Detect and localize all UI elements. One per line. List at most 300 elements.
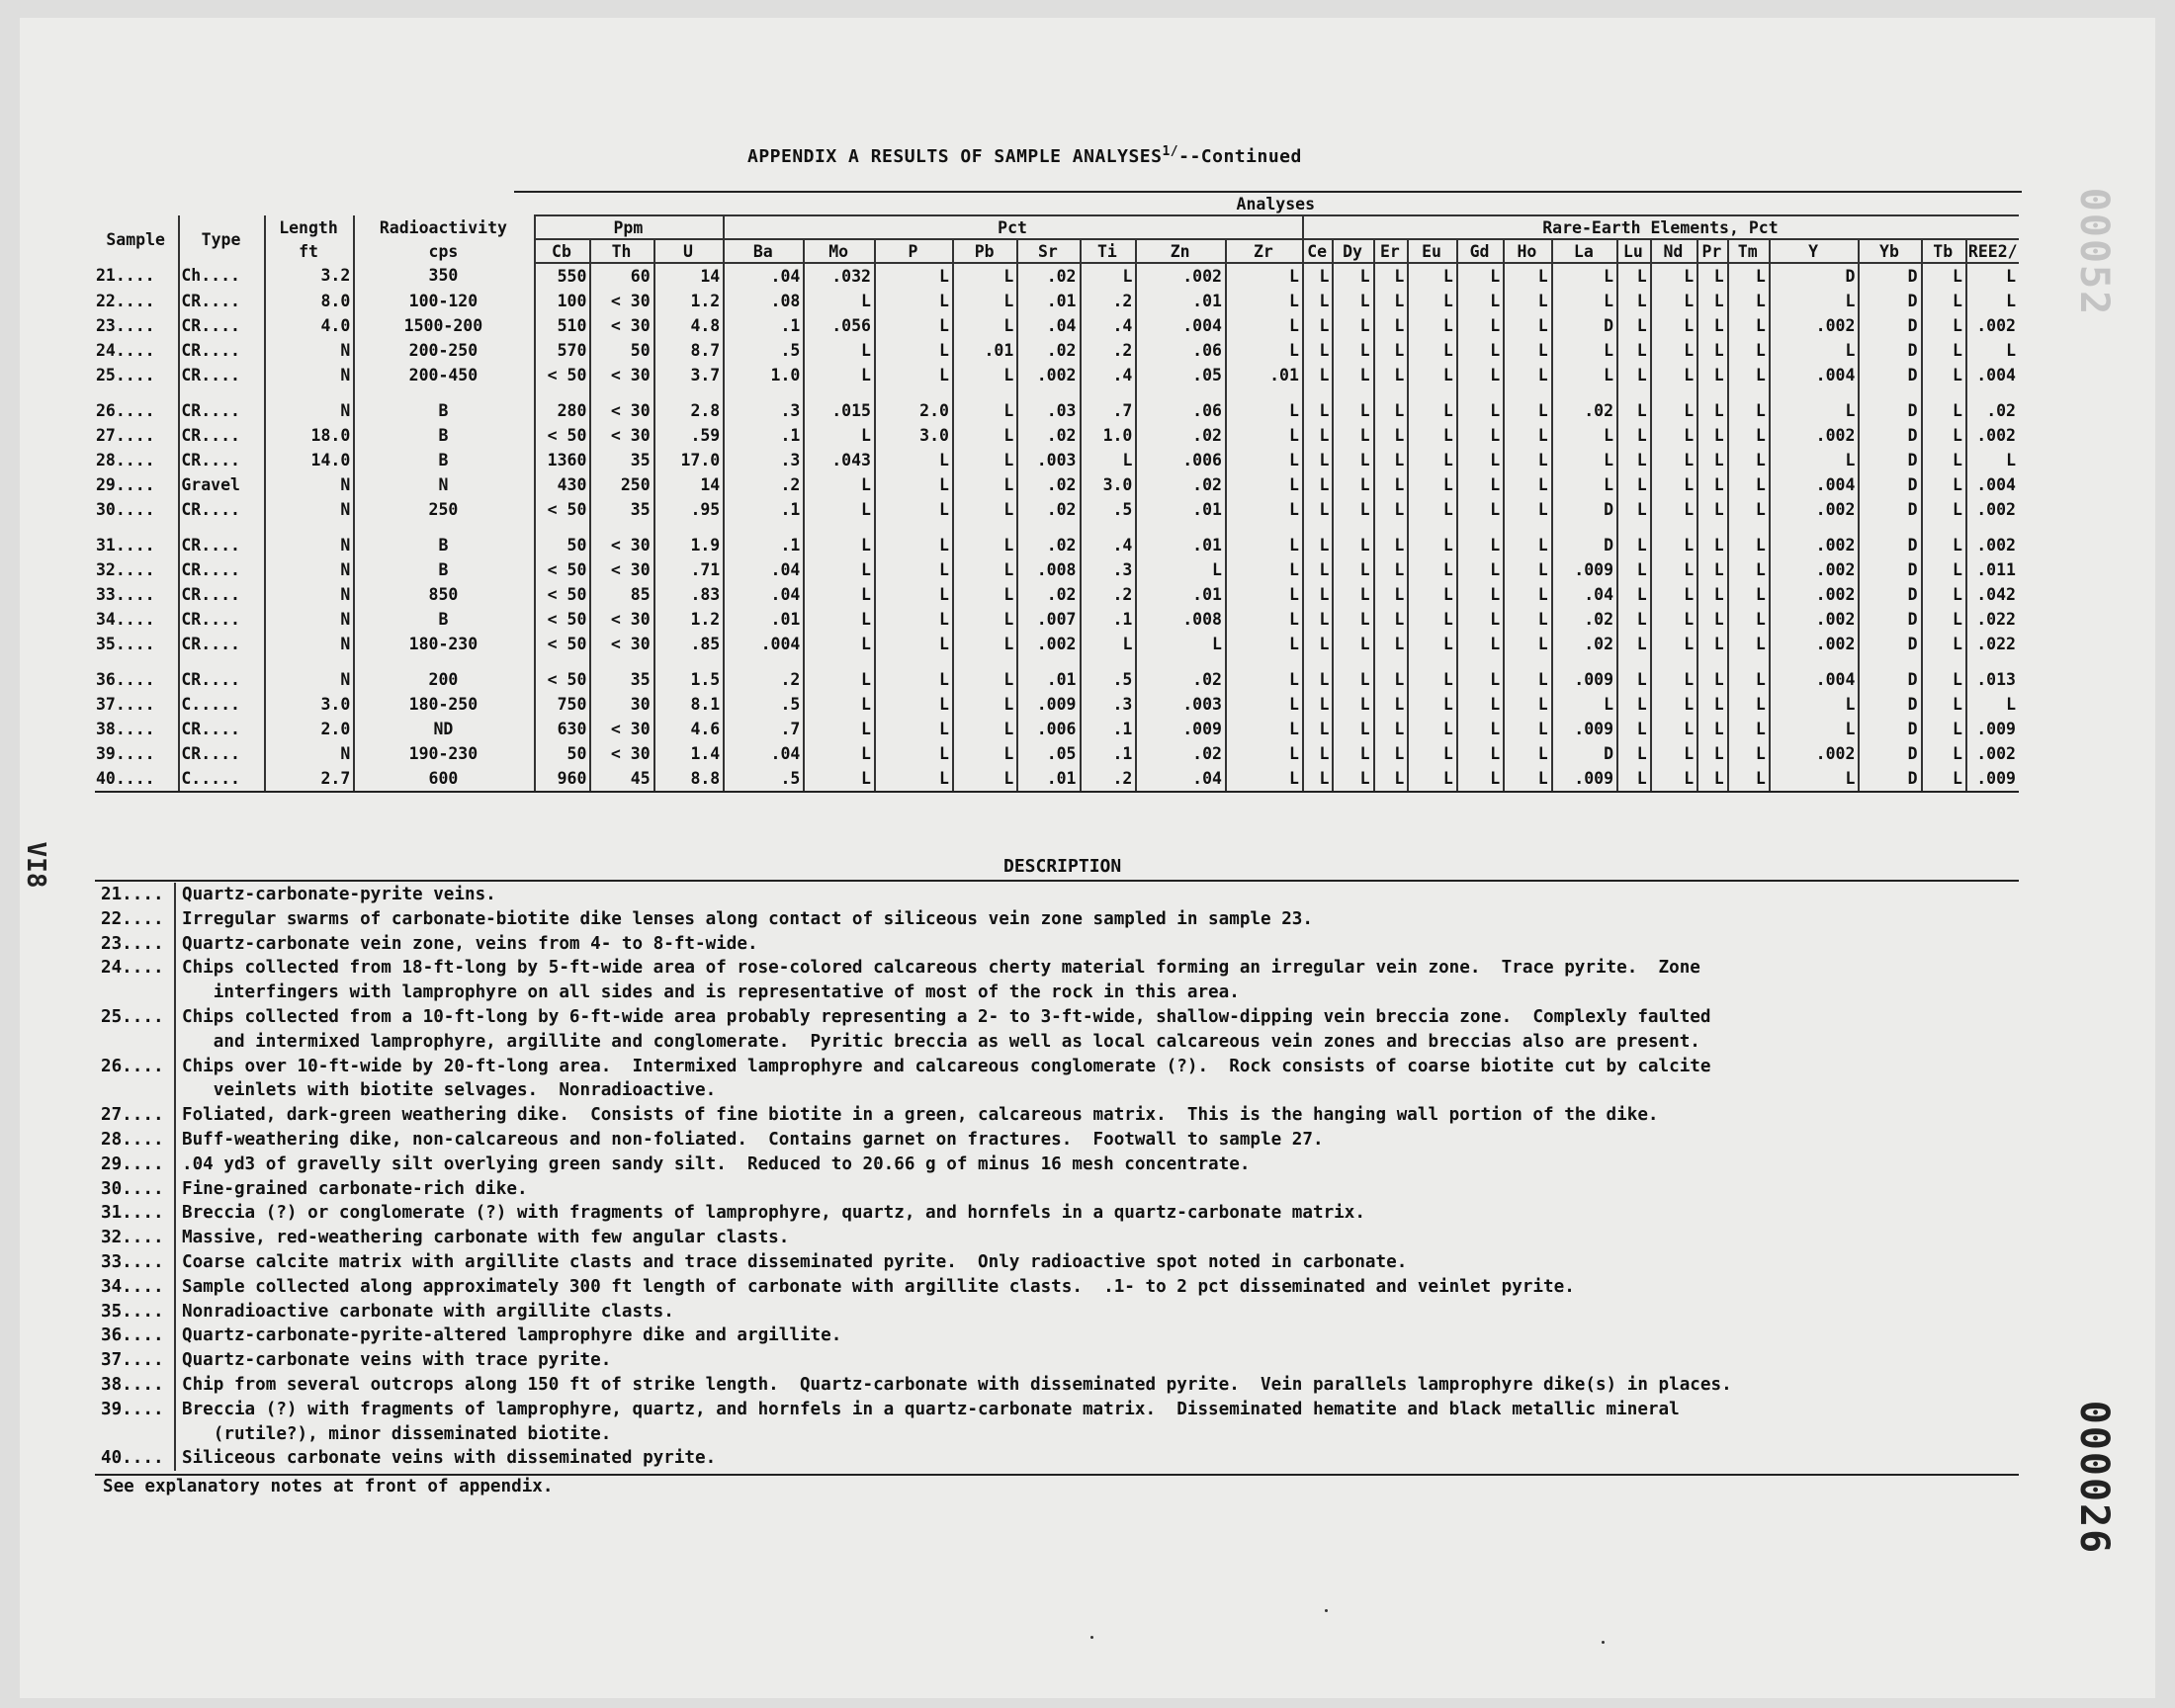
cell-zn: .004 xyxy=(1136,313,1226,338)
description-sample-number: 39.... xyxy=(101,1399,164,1419)
cell-pb: L xyxy=(953,741,1017,766)
cell-sample: 31.... xyxy=(95,533,179,557)
title-main: APPENDIX A RESULTS OF SAMPLE ANALYSES xyxy=(747,146,1163,167)
cell-dy: L xyxy=(1333,557,1373,582)
cell-mo: L xyxy=(804,717,875,741)
cell-nd: L xyxy=(1651,363,1697,387)
table-row xyxy=(95,533,2019,557)
cell-tm: L xyxy=(1728,313,1770,338)
cell-pb: L xyxy=(953,766,1017,792)
cell-zr: L xyxy=(1226,398,1303,423)
cell-mo: L xyxy=(804,667,875,692)
cell-zn: .04 xyxy=(1136,766,1226,792)
cell-ba: .004 xyxy=(724,632,804,656)
cell-tb: L xyxy=(1922,632,1966,656)
cell-lu: L xyxy=(1617,263,1651,289)
cell-mo: L xyxy=(804,557,875,582)
cell-nd: L xyxy=(1651,313,1697,338)
cell-p: L xyxy=(875,607,953,632)
cell-ree2: L xyxy=(2006,450,2016,470)
spacer-cell xyxy=(95,387,179,398)
cell-pr: L xyxy=(1697,607,1728,632)
description-top-rule xyxy=(95,880,2019,882)
cell-mo: .015 xyxy=(804,398,875,423)
cell-length: 8.0 xyxy=(265,289,355,313)
spacer-cell xyxy=(1136,656,1226,667)
spacer-cell xyxy=(1081,656,1137,667)
spacer-cell xyxy=(1303,656,1334,667)
cell-er: L xyxy=(1374,766,1409,792)
cell-ba: .5 xyxy=(724,338,804,363)
table-row xyxy=(95,448,2019,472)
cell-mo: .043 xyxy=(804,448,875,472)
cell-ree2: .004 xyxy=(1976,365,2016,384)
cell-nd: L xyxy=(1651,472,1697,497)
col-header-ree2: REE2/ xyxy=(1966,239,2019,263)
cell-pb: .01 xyxy=(953,338,1017,363)
spacer-cell xyxy=(1552,522,1617,533)
cell-ce: L xyxy=(1303,766,1334,792)
col-header-la: La xyxy=(1552,239,1617,263)
description-sample-number: 38.... xyxy=(101,1374,164,1395)
cell-cb: < 50 xyxy=(535,667,591,692)
cell-u: .59 xyxy=(654,423,725,448)
description-line xyxy=(101,1348,2039,1373)
cell-ree2: .022 xyxy=(1976,609,2016,629)
cell-nd: L xyxy=(1651,497,1697,522)
cell-pr: L xyxy=(1697,533,1728,557)
cell-zn: .02 xyxy=(1136,667,1226,692)
spacer-cell xyxy=(1859,522,1921,533)
cell-u: 1.5 xyxy=(654,667,725,692)
description-line xyxy=(101,1153,2039,1177)
spacer-cell xyxy=(179,656,264,667)
cell-zr: .01 xyxy=(1226,363,1303,387)
spacer-cell xyxy=(654,656,725,667)
cell-ho: L xyxy=(1504,313,1551,338)
cell-radioactivity: N xyxy=(354,472,534,497)
cell-sample: 34.... xyxy=(95,607,179,632)
cell-th: < 30 xyxy=(590,398,653,423)
cell-ho: L xyxy=(1504,632,1551,656)
spacer-cell xyxy=(590,522,653,533)
spacer-cell xyxy=(1770,522,1860,533)
cell-mo: .056 xyxy=(804,313,875,338)
scan-speck xyxy=(1325,1609,1328,1612)
cell-dy: L xyxy=(1333,338,1373,363)
cell-nd: L xyxy=(1651,398,1697,423)
cell-y: L xyxy=(1770,692,1860,717)
description-line xyxy=(101,1177,2039,1202)
description-line xyxy=(101,1226,2039,1250)
cell-zn: .02 xyxy=(1136,741,1226,766)
description-text: Quartz-carbonate-pyrite-altered lamprophyre dike and argillite. xyxy=(174,1324,2039,1348)
cell-tb: L xyxy=(1922,557,1966,582)
cell-pr: L xyxy=(1697,557,1728,582)
description-text: Breccia (?) or conglomerate (?) with fragments of lamprophyre, quartz, and hornfels in a quartz-carbonate matrix. xyxy=(174,1201,2039,1226)
cell-sample: 37.... xyxy=(95,692,179,717)
cell-th: < 30 xyxy=(590,741,653,766)
cell-ree2: .02 xyxy=(1986,400,2016,420)
description-sample-number: 23.... xyxy=(101,933,164,954)
cell-ce: L xyxy=(1303,497,1334,522)
cell-u: 1.2 xyxy=(654,607,725,632)
col-header-eu: Eu xyxy=(1408,239,1457,263)
cell-gd: L xyxy=(1457,692,1504,717)
cell-la: L xyxy=(1552,423,1617,448)
cell-er: L xyxy=(1374,692,1409,717)
description-sample-number: 31.... xyxy=(101,1203,164,1224)
spacer-cell xyxy=(875,387,953,398)
cell-zr: L xyxy=(1226,692,1303,717)
cell-dy: L xyxy=(1333,607,1373,632)
cell-zn: .008 xyxy=(1136,607,1226,632)
cell-type: CR.... xyxy=(179,741,264,766)
cell-pr: L xyxy=(1697,497,1728,522)
cell-pr: L xyxy=(1697,472,1728,497)
cell-er: L xyxy=(1374,448,1409,472)
cell-type: CR.... xyxy=(179,338,264,363)
cell-tm: L xyxy=(1728,741,1770,766)
cell-sr: .002 xyxy=(1017,632,1080,656)
cell-radioactivity: 200 xyxy=(354,667,534,692)
cell-ce: L xyxy=(1303,717,1334,741)
cell-sr: .02 xyxy=(1017,263,1080,289)
cell-la: .02 xyxy=(1552,607,1617,632)
cell-eu: L xyxy=(1408,338,1457,363)
cell-type: Gravel xyxy=(179,472,264,497)
description-sample-number: 30.... xyxy=(101,1178,164,1199)
table-top-rule xyxy=(514,191,2022,193)
description-sample-number: 26.... xyxy=(101,1056,164,1076)
cell-tb: L xyxy=(1922,313,1966,338)
cell-type: CR.... xyxy=(179,557,264,582)
table-row xyxy=(95,582,2019,607)
cell-cb: < 50 xyxy=(535,582,591,607)
cell-ce: L xyxy=(1303,533,1334,557)
table-row xyxy=(95,741,2019,766)
cell-sr: .007 xyxy=(1017,607,1080,632)
cell-cb: 550 xyxy=(535,263,591,289)
spacer-cell xyxy=(1697,387,1728,398)
cell-radioactivity: 200-450 xyxy=(354,363,534,387)
col-header-yb: Yb xyxy=(1859,239,1921,263)
cell-u: 8.8 xyxy=(654,766,725,792)
cell-mo: L xyxy=(804,472,875,497)
cell-radioactivity: 100-120 xyxy=(354,289,534,313)
cell-ba: .5 xyxy=(724,692,804,717)
cell-ree2: .002 xyxy=(1976,535,2016,555)
cell-th: 35 xyxy=(590,667,653,692)
cell-th: 50 xyxy=(590,338,653,363)
cell-type: C..... xyxy=(179,766,264,792)
cell-tb: L xyxy=(1922,667,1966,692)
description-heading: DESCRIPTION xyxy=(1003,856,1122,877)
cell-ho: L xyxy=(1504,717,1551,741)
cell-ti: .2 xyxy=(1081,338,1137,363)
cell-nd: L xyxy=(1651,667,1697,692)
cell-la: .009 xyxy=(1552,667,1617,692)
cell-er: L xyxy=(1374,741,1409,766)
cell-type: CR.... xyxy=(179,582,264,607)
cell-eu: L xyxy=(1408,497,1457,522)
cell-ce: L xyxy=(1303,289,1334,313)
cell-er: L xyxy=(1374,313,1409,338)
cell-zr: L xyxy=(1226,533,1303,557)
spacer-cell xyxy=(1728,522,1770,533)
cell-mo: L xyxy=(804,533,875,557)
cell-lu: L xyxy=(1617,667,1651,692)
cell-er: L xyxy=(1374,263,1409,289)
cell-ba: .3 xyxy=(724,398,804,423)
cell-eu: L xyxy=(1408,423,1457,448)
cell-y: .002 xyxy=(1770,607,1860,632)
cell-er: L xyxy=(1374,472,1409,497)
cell-yb: D xyxy=(1859,766,1921,792)
cell-zr: L xyxy=(1226,557,1303,582)
cell-th: 35 xyxy=(590,448,653,472)
cell-length: 18.0 xyxy=(265,423,355,448)
cell-lu: L xyxy=(1617,692,1651,717)
cell-eu: L xyxy=(1408,632,1457,656)
cell-tb: L xyxy=(1922,472,1966,497)
spacer-cell xyxy=(953,522,1017,533)
description-sample-number: 29.... xyxy=(101,1153,164,1174)
cell-la: L xyxy=(1552,363,1617,387)
cell-ti: 3.0 xyxy=(1081,472,1137,497)
cell-type: CR.... xyxy=(179,533,264,557)
cell-tm: L xyxy=(1728,692,1770,717)
table-row xyxy=(95,766,2019,792)
cell-ba: .2 xyxy=(724,667,804,692)
cell-pb: L xyxy=(953,607,1017,632)
spacer-cell xyxy=(1966,522,2019,533)
cell-tm: L xyxy=(1728,717,1770,741)
page-title xyxy=(747,144,1302,167)
cell-ho: L xyxy=(1504,472,1551,497)
table-row xyxy=(95,423,2019,448)
description-sample-number xyxy=(101,981,174,1005)
cell-gd: L xyxy=(1457,398,1504,423)
cell-radioactivity: 250 xyxy=(354,497,534,522)
cell-y: L xyxy=(1770,338,1860,363)
cell-sr: .003 xyxy=(1017,448,1080,472)
cell-er: L xyxy=(1374,557,1409,582)
cell-yb: D xyxy=(1859,338,1921,363)
spacer-cell xyxy=(1966,656,2019,667)
ree-header: Rare-Earth Elements, Pct xyxy=(1303,215,2019,239)
description-text: veinlets with biotite selvages. Nonradioactive. xyxy=(174,1078,2039,1103)
cell-dy: L xyxy=(1333,741,1373,766)
cell-lu: L xyxy=(1617,497,1651,522)
cell-ho: L xyxy=(1504,423,1551,448)
description-line xyxy=(101,1300,2039,1324)
cell-ce: L xyxy=(1303,692,1334,717)
cell-sample: 27.... xyxy=(95,423,179,448)
cell-th: < 30 xyxy=(590,533,653,557)
cell-p: L xyxy=(875,448,953,472)
cell-tb: L xyxy=(1922,717,1966,741)
cell-th: 45 xyxy=(590,766,653,792)
cell-cb: 630 xyxy=(535,717,591,741)
cell-sample: 23.... xyxy=(95,313,179,338)
cell-tb: L xyxy=(1922,398,1966,423)
col-header-sr: Sr xyxy=(1017,239,1080,263)
cell-pb: L xyxy=(953,363,1017,387)
cell-ree2: L xyxy=(2006,291,2016,310)
cell-pb: L xyxy=(953,263,1017,289)
cell-tm: L xyxy=(1728,582,1770,607)
cell-eu: L xyxy=(1408,717,1457,741)
cell-pb: L xyxy=(953,497,1017,522)
cell-sr: .009 xyxy=(1017,692,1080,717)
col-header-cb: Cb xyxy=(535,239,591,263)
col-header-nd: Nd xyxy=(1651,239,1697,263)
cell-th: < 30 xyxy=(590,717,653,741)
radioactivity-header: Radioactivity xyxy=(354,215,534,239)
cell-eu: L xyxy=(1408,313,1457,338)
cell-cb: 50 xyxy=(535,533,591,557)
cell-zn: .01 xyxy=(1136,289,1226,313)
col-header-zr: Zr xyxy=(1226,239,1303,263)
cell-ree2: L xyxy=(2006,694,2016,714)
cell-radioactivity: B xyxy=(354,448,534,472)
spacer-cell xyxy=(953,387,1017,398)
cell-p: L xyxy=(875,632,953,656)
cell-sr: .02 xyxy=(1017,582,1080,607)
cell-u: .85 xyxy=(654,632,725,656)
cell-gd: L xyxy=(1457,667,1504,692)
col-header-ce: Ce xyxy=(1303,239,1334,263)
cell-type: CR.... xyxy=(179,717,264,741)
cell-dy: L xyxy=(1333,289,1373,313)
cell-th: < 30 xyxy=(590,632,653,656)
cell-p: 2.0 xyxy=(875,398,953,423)
cell-p: L xyxy=(875,313,953,338)
cell-la: .009 xyxy=(1552,557,1617,582)
cell-nd: L xyxy=(1651,741,1697,766)
col-header-pb: Pb xyxy=(953,239,1017,263)
cell-length: N xyxy=(265,533,355,557)
cell-gd: L xyxy=(1457,582,1504,607)
cell-yb: D xyxy=(1859,741,1921,766)
cell-tb: L xyxy=(1922,363,1966,387)
cell-tm: L xyxy=(1728,263,1770,289)
cell-y: .002 xyxy=(1770,582,1860,607)
cell-u: 3.7 xyxy=(654,363,725,387)
cell-type: CR.... xyxy=(179,607,264,632)
description-line xyxy=(101,1275,2039,1300)
cell-zr: L xyxy=(1226,423,1303,448)
cell-sample: 25.... xyxy=(95,363,179,387)
cell-pb: L xyxy=(953,313,1017,338)
cell-gd: L xyxy=(1457,448,1504,472)
cell-mo: L xyxy=(804,289,875,313)
cell-eu: L xyxy=(1408,533,1457,557)
spacer-cell xyxy=(1859,387,1921,398)
cell-eu: L xyxy=(1408,667,1457,692)
cell-th: 85 xyxy=(590,582,653,607)
spacer-cell xyxy=(1374,387,1409,398)
spacer-cell xyxy=(875,656,953,667)
cell-nd: L xyxy=(1651,448,1697,472)
spacer-cell xyxy=(354,656,534,667)
col-header-gd: Gd xyxy=(1457,239,1504,263)
cell-gd: L xyxy=(1457,533,1504,557)
cell-yb: D xyxy=(1859,497,1921,522)
cell-eu: L xyxy=(1408,263,1457,289)
cell-pb: L xyxy=(953,557,1017,582)
cell-dy: L xyxy=(1333,533,1373,557)
cell-u: .71 xyxy=(654,557,725,582)
cell-cb: 1360 xyxy=(535,448,591,472)
spacer-cell xyxy=(1457,656,1504,667)
cell-ce: L xyxy=(1303,398,1334,423)
cell-radioactivity: 350 xyxy=(354,263,534,289)
spacer-cell xyxy=(1226,387,1303,398)
spacer-cell xyxy=(1617,656,1651,667)
description-line xyxy=(101,883,2039,907)
length-unit: ft xyxy=(265,239,355,263)
description-sample-number: 22.... xyxy=(101,908,164,929)
cell-ba: .04 xyxy=(724,557,804,582)
description-text: Sample collected along approximately 300 ft length of carbonate with argillite clasts. .1- to 2 pct disseminated and veinlet pyrite. xyxy=(174,1275,2039,1300)
cell-tm: L xyxy=(1728,423,1770,448)
cell-pr: L xyxy=(1697,632,1728,656)
col-header-mo: Mo xyxy=(804,239,875,263)
cell-ce: L xyxy=(1303,363,1334,387)
spacer-cell xyxy=(535,387,591,398)
cell-ti: .4 xyxy=(1081,533,1137,557)
cell-zr: L xyxy=(1226,448,1303,472)
spacer-cell xyxy=(1617,522,1651,533)
cell-sample: 32.... xyxy=(95,557,179,582)
cell-cb: 280 xyxy=(535,398,591,423)
description-sample-number: 32.... xyxy=(101,1228,164,1248)
cell-pb: L xyxy=(953,632,1017,656)
cell-p: L xyxy=(875,766,953,792)
cell-ce: L xyxy=(1303,607,1334,632)
analysis-rows xyxy=(95,263,2019,792)
cell-sr: .01 xyxy=(1017,766,1080,792)
cell-zr: L xyxy=(1226,263,1303,289)
cell-sr: .02 xyxy=(1017,472,1080,497)
cell-gd: L xyxy=(1457,741,1504,766)
cell-tb: L xyxy=(1922,582,1966,607)
cell-zr: L xyxy=(1226,607,1303,632)
cell-tb: L xyxy=(1922,741,1966,766)
cell-dy: L xyxy=(1333,582,1373,607)
cell-yb: D xyxy=(1859,582,1921,607)
cell-sr: .006 xyxy=(1017,717,1080,741)
cell-cb: < 50 xyxy=(535,363,591,387)
spacer-cell xyxy=(1408,522,1457,533)
cell-radioactivity: B xyxy=(354,607,534,632)
cell-dy: L xyxy=(1333,263,1373,289)
spacer-cell xyxy=(804,522,875,533)
cell-pr: L xyxy=(1697,363,1728,387)
cell-pr: L xyxy=(1697,582,1728,607)
sample-header: Sample xyxy=(95,215,179,263)
cell-dy: L xyxy=(1333,423,1373,448)
cell-zr: L xyxy=(1226,667,1303,692)
cell-ti: .7 xyxy=(1081,398,1137,423)
cell-ree2: .002 xyxy=(1976,425,2016,445)
cell-gd: L xyxy=(1457,423,1504,448)
spacer-cell xyxy=(1333,522,1373,533)
spacer-cell xyxy=(179,387,264,398)
cell-zn: .003 xyxy=(1136,692,1226,717)
